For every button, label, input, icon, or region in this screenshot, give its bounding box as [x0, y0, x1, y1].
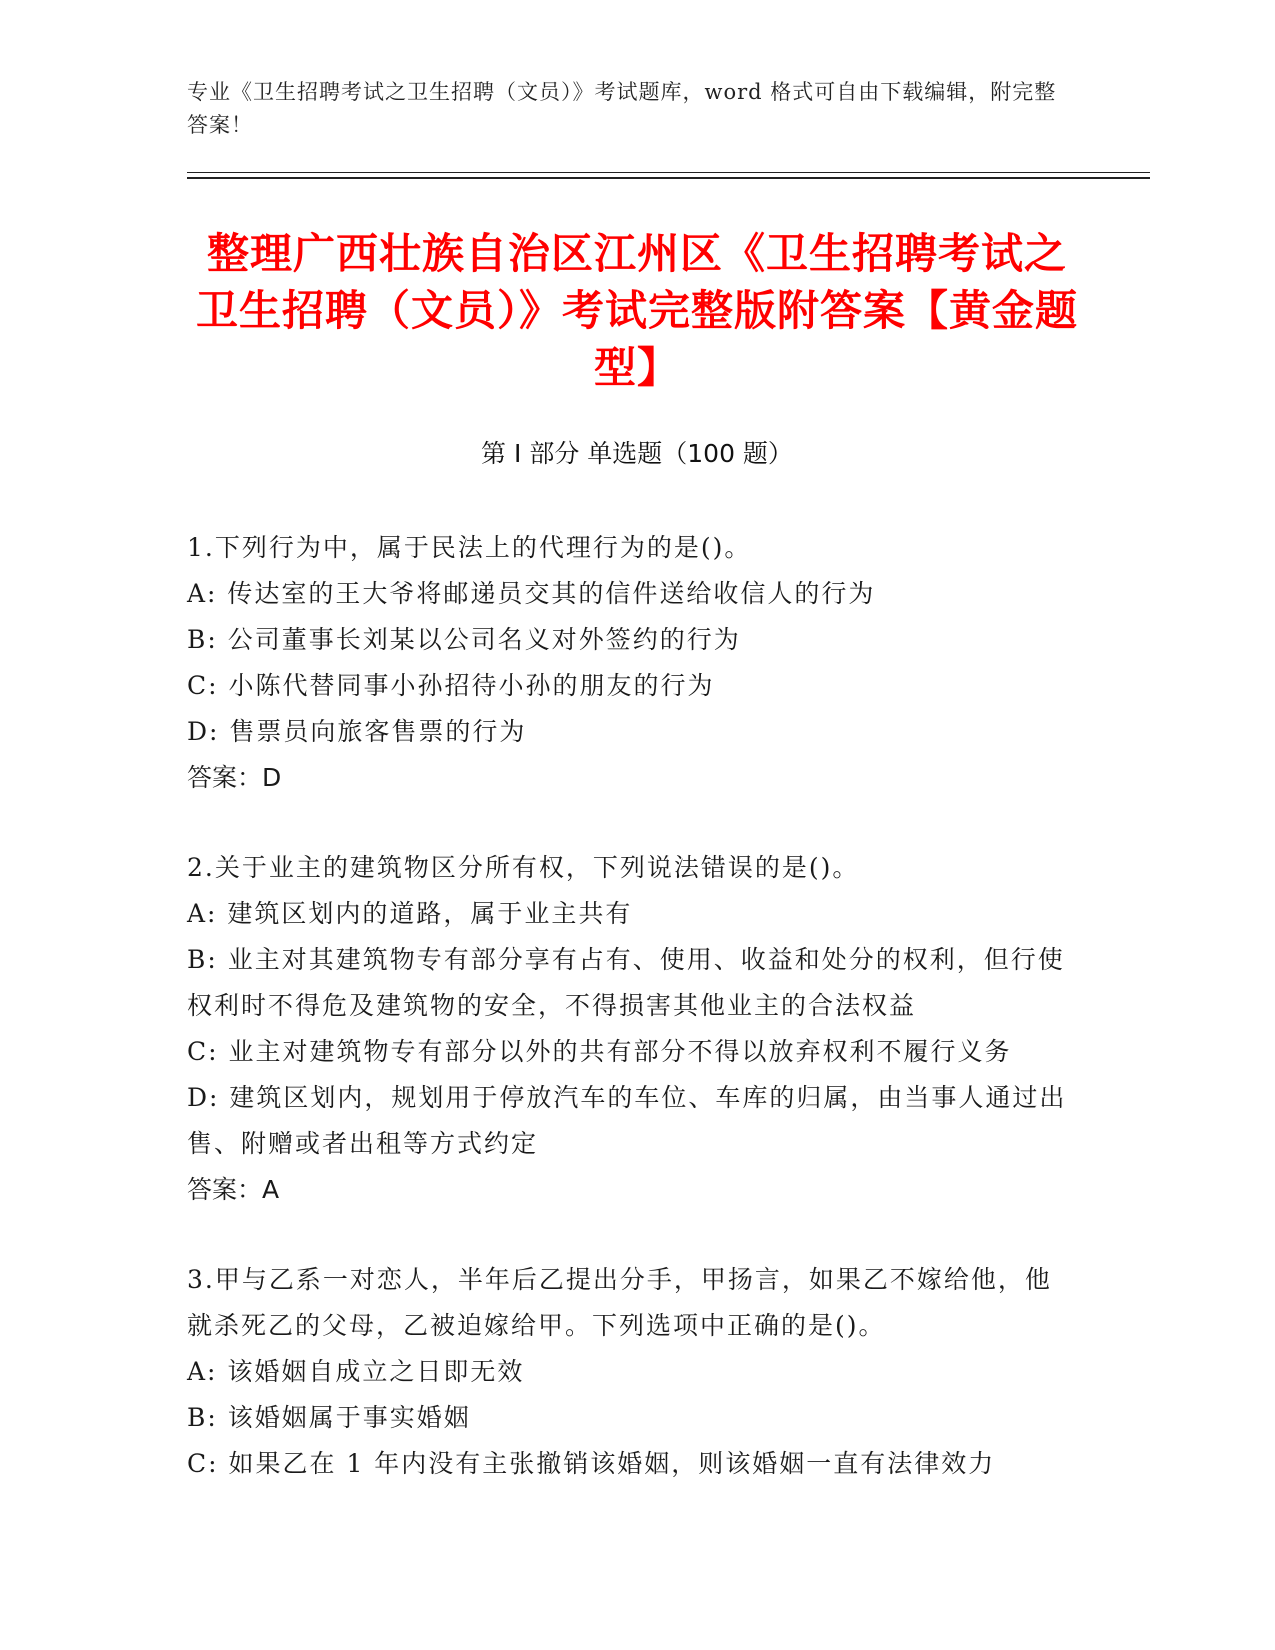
- question-3: [187, 1257, 1067, 1487]
- header-rule-thin: [187, 172, 1150, 173]
- question-2: [187, 845, 1067, 1213]
- option-b: B: 该婚姻属于事实婚姻: [187, 1403, 471, 1432]
- answer: 答案：A: [187, 1175, 280, 1204]
- option-b: B: 公司董事长刘某以公司名义对外签约的行为: [187, 625, 741, 654]
- option-a: A: 传达室的王大爷将邮递员交其的信件送给收信人的行为: [187, 579, 876, 608]
- answer: 答案：D: [187, 763, 282, 792]
- option-c: C: 业主对建筑物专有部分以外的共有部分不得以放弃权利不履行义务: [187, 1037, 1012, 1066]
- option-a: A: 该婚姻自成立之日即无效: [187, 1357, 525, 1386]
- document-title: 整理广西壮族自治区江州区《卫生招聘考试之卫生招聘（文员）》考试完整版附答案【黄金题型】: [195, 229, 1078, 392]
- option-a: A: 建筑区划内的道路，属于业主共有: [187, 899, 633, 928]
- question-stem: 1.下列行为中，属于民法上的代理行为的是()。: [187, 533, 752, 562]
- header-rule-thick: [187, 177, 1150, 179]
- option-c: C: 小陈代替同事小孙招待小孙的朋友的行为: [187, 671, 715, 700]
- option-d: D: 售票员向旅客售票的行为: [187, 717, 527, 746]
- question-1: [187, 525, 1067, 801]
- question-stem: 3.甲与乙系一对恋人，半年后乙提出分手，甲扬言，如果乙不嫁给他，他就杀死乙的父母，乙被迫嫁给甲。下列选项中正确的是()。: [187, 1265, 1052, 1340]
- option-d: D: 建筑区划内，规划用于停放汽车的车位、车库的归属，由当事人通过出售、附赠或者出租等方式约定: [187, 1083, 1067, 1158]
- option-c: C: 如果乙在 1 年内没有主张撤销该婚姻，则该婚姻一直有法律效力: [187, 1449, 996, 1478]
- question-stem: 2.关于业主的建筑物区分所有权，下列说法错误的是()。: [187, 853, 860, 882]
- option-b: B: 业主对其建筑物专有部分享有占有、使用、收益和处分的权利，但行使权利时不得危及建筑物的安全，不得损害其他业主的合法权益: [187, 945, 1065, 1020]
- section-title: 第 I 部分 单选题（100 题）: [481, 439, 793, 468]
- question-list: [187, 525, 1067, 1531]
- header-note: 专业《卫生招聘考试之卫生招聘（文员）》考试题库，word 格式可自由下载编辑，附完整答案！: [187, 80, 1057, 137]
